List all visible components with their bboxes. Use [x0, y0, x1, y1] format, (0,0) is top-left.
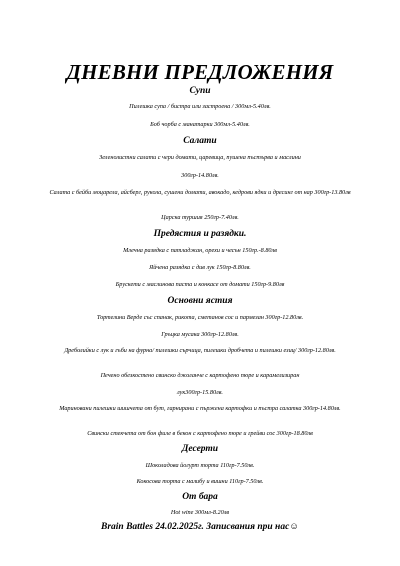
footer-announcement: Brain Battles 24.02.2025г. Записвания при нас☺ [100, 522, 299, 532]
menu-item: Боб чорба с манатарки 300мл-5.40лв. [150, 121, 250, 128]
section-heading-salads: Салати [183, 136, 217, 146]
menu-item: Печено обезкостено свинско джоланче с картофено пюре и карамелизиран [100, 372, 300, 379]
menu-item: Яйчена разядка с див лук 150гр-8.80лв. [149, 264, 251, 271]
menu-item: Тортелини Верде със спанак, рикота, сметанов сос и пармезан 300гр-12.80лв. [96, 314, 304, 321]
menu-item: Млечна разядка с патладжан, орехи и чесън 150гр.-8.80лв [123, 247, 277, 254]
section-heading-starters: Предястия и разядки. [153, 229, 247, 239]
menu-item: Hot wine 300мл-8.20лв [170, 509, 230, 516]
section-heading-bar: От бара [182, 492, 218, 502]
menu-item: Дреболийки с лук и гъби на фурна/ пилешки сърчица, пилешки дробчета и пилешки езиц/ 300гр-12.80лв. [64, 347, 336, 354]
menu-item: Царска туршия 250гр-7.40лв. [161, 214, 239, 221]
menu-item: Шоколадова йогурт торта 110гр-7.50лв. [145, 462, 255, 469]
section-heading-desserts: Десерти [181, 444, 219, 454]
menu-item: Мариновани пилешки шишчета от бут, гарнирани с пържена картофки и пъстра салатка 300гр-14.80лв. [59, 405, 341, 412]
menu-item: лук300гр-15.80лв. [177, 389, 223, 396]
menu-item: Свински стекчета от бон филе в бекон с картофено пюре и грейви сос 300гр-18.80лв [87, 430, 313, 437]
section-heading-mains: Основни ястия [167, 296, 233, 306]
menu-item: Гръцка мусака 300гр-12.80лв. [161, 331, 239, 338]
menu-item: Пилешка супа / бистра или застроена / 300мл-5.40лв. [129, 103, 271, 110]
menu-item: Кокосова торта с малибу и вишни 110гр-7.50лв. [136, 478, 264, 485]
menu-item: Салата с бейби моцарела, айсберг, рукола, сушени домати, авокадо, кедрови ядки и дресинг от нар 300гр-13.80лв [49, 189, 351, 196]
page-title: ДНЕВНИ ПРЕДЛОЖЕНИЯ [66, 60, 334, 84]
menu-item: Зеленолистни салати с чери домати, царевица, пушена пъстърва и маслини [99, 154, 301, 161]
menu-item: Брускети с маслинова паста и конкасе от домати 150гр-9.80лв [115, 281, 285, 288]
menu-item: 300гр-14.80лв. [181, 172, 219, 179]
section-heading-soups: Супи [189, 86, 211, 96]
